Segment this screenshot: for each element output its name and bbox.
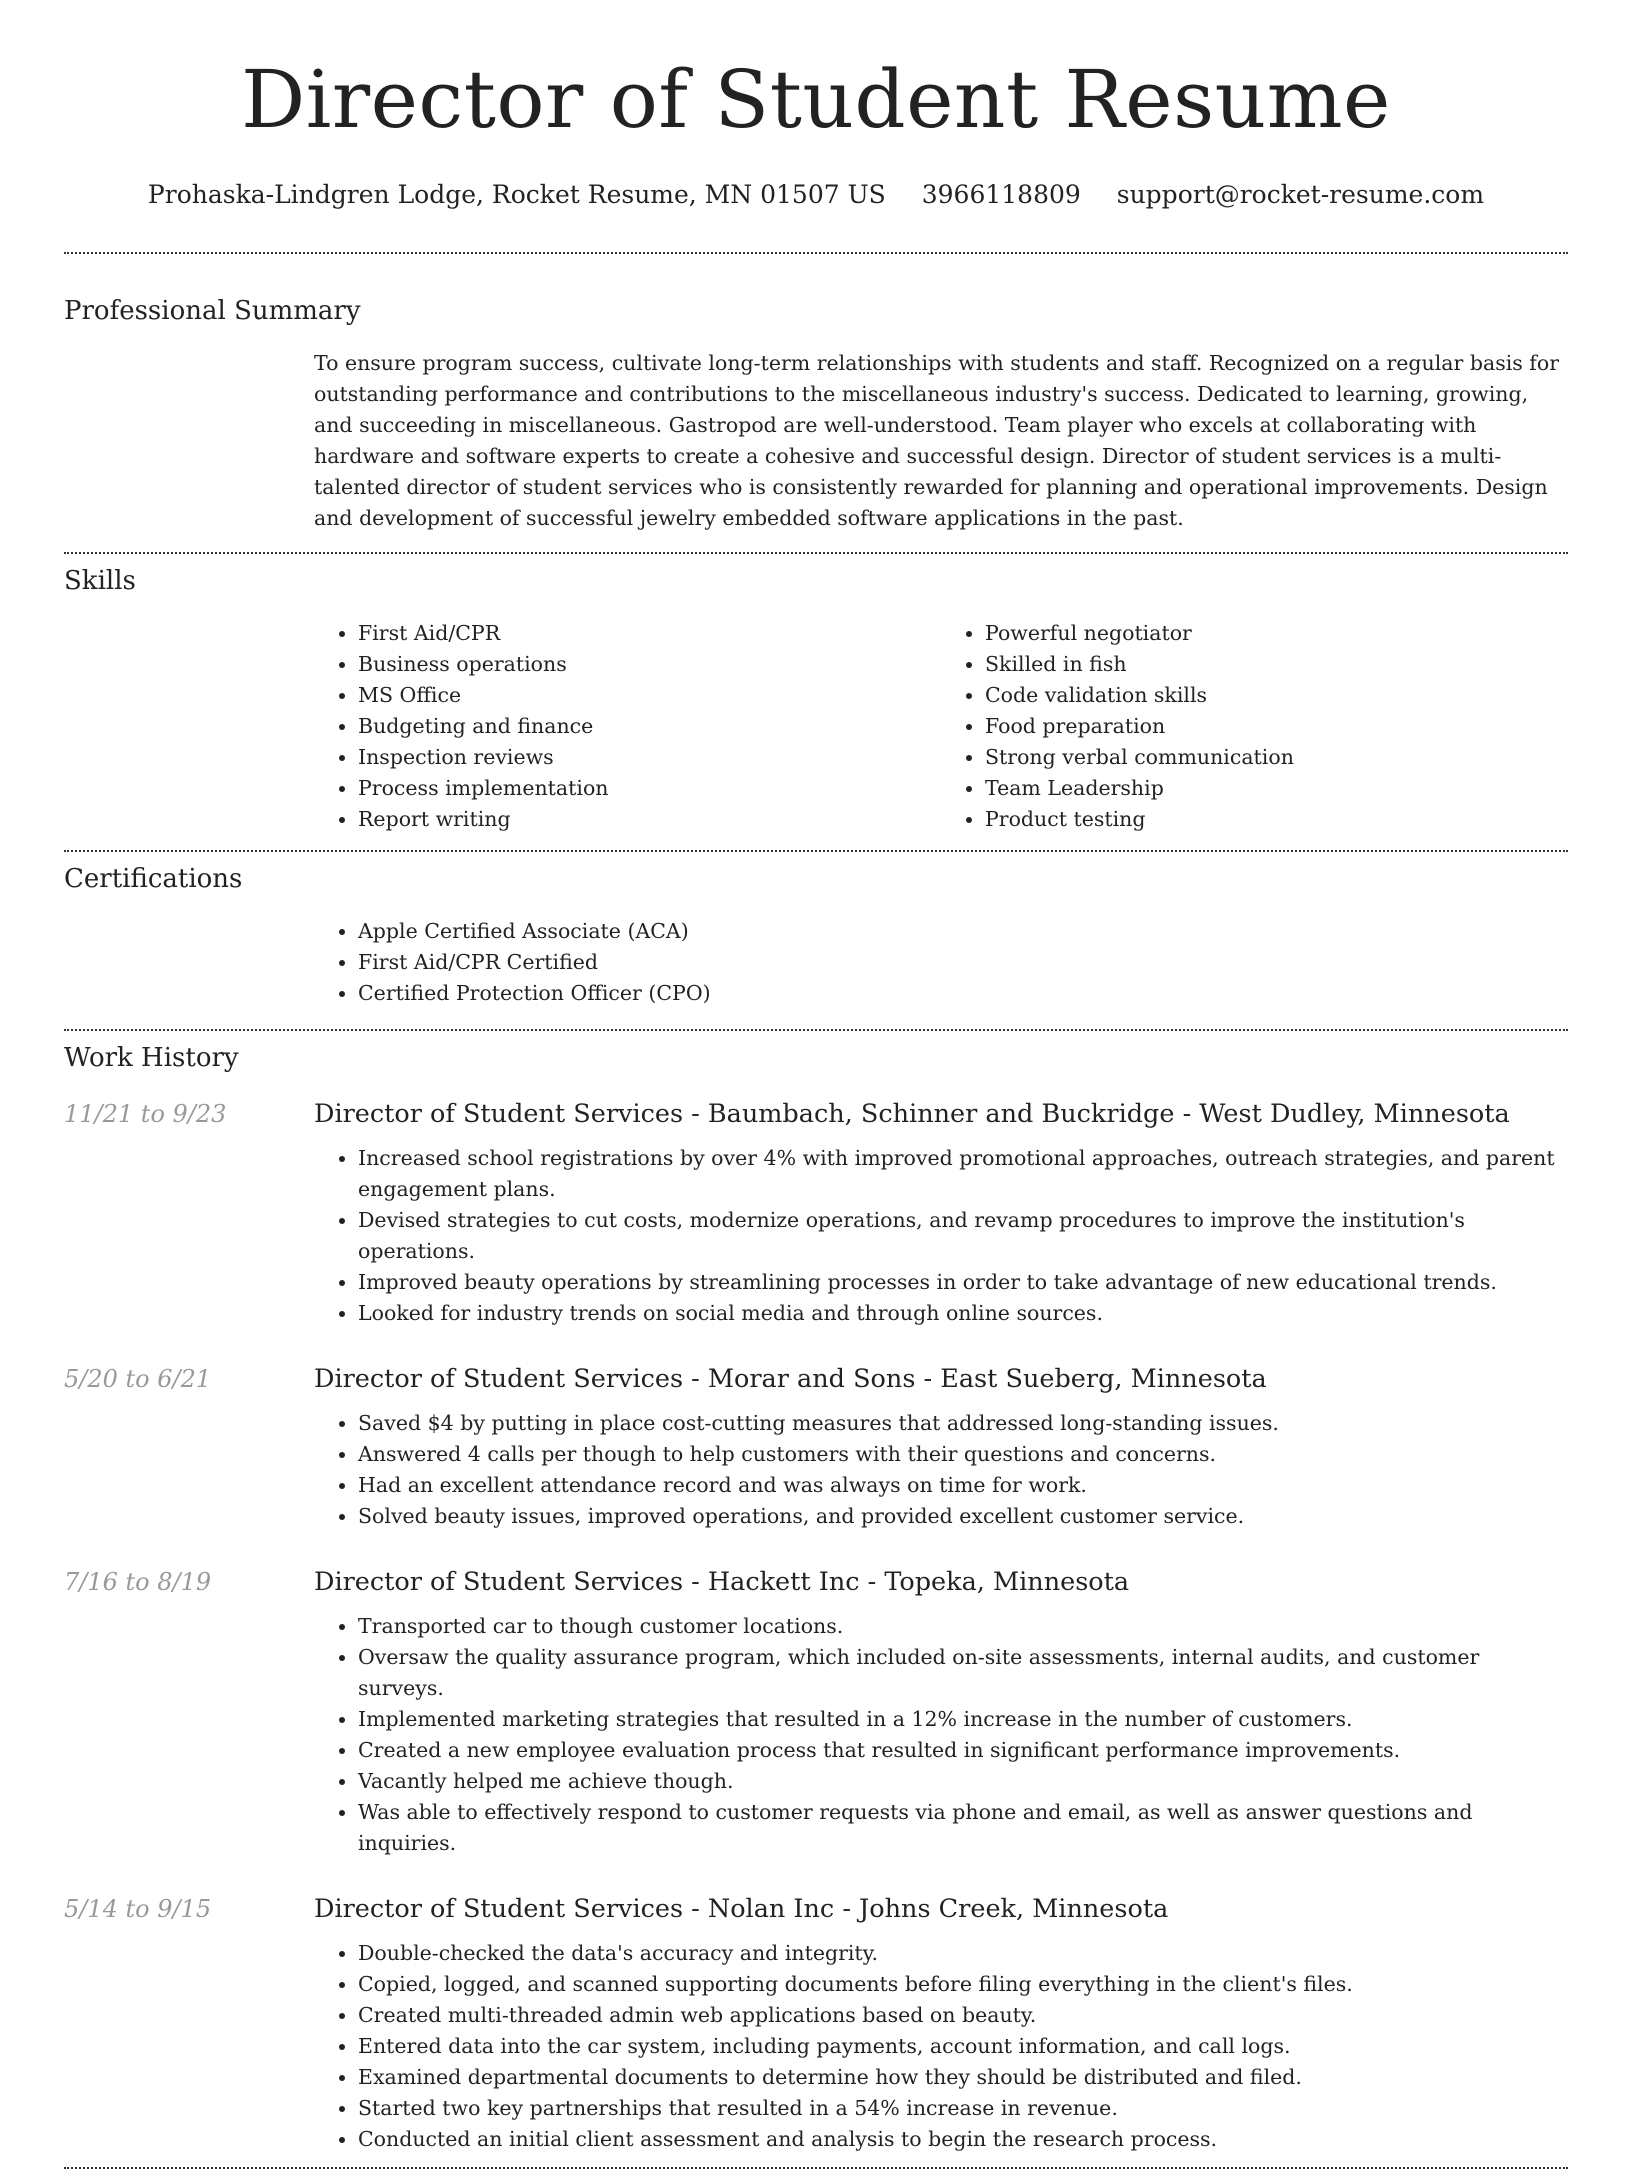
divider — [64, 552, 1568, 554]
job-bullet: • Answered 4 calls per though to help customers with their questions and concerns. — [358, 1439, 1568, 1470]
job-bullets — [314, 1611, 1568, 1859]
job-title: Director of Student Services - Baumbach, Schinner and Buckridge - West Dudley, Minnesota — [314, 1099, 1510, 1129]
skill-item: • Strong verbal communication — [985, 742, 1568, 773]
job-entry — [64, 1362, 1568, 1532]
resume-page — [64, 0, 1568, 2169]
job-bullet: • Solved beauty issues, improved operations, and provided excellent customer service. — [358, 1501, 1568, 1532]
job-bullet: • Entered data into the car system, including payments, account information, and call logs. — [358, 2031, 1568, 2062]
skill-item: • MS Office — [358, 680, 941, 711]
skill-item: • Process implementation — [358, 773, 941, 804]
job-bullet: • Started two key partnerships that resulted in a 54% increase in revenue. — [358, 2093, 1568, 2124]
skill-item: • Budgeting and finance — [358, 711, 941, 742]
job-bullet: • Conducted an initial client assessment and analysis to begin the research process. — [358, 2124, 1568, 2155]
job-bullets — [314, 1408, 1568, 1532]
skills-lists — [314, 618, 1568, 835]
skill-item: • Skilled in fish — [985, 649, 1568, 680]
contact-email: support@rocket-resume.com — [1116, 180, 1485, 209]
certifications-block — [314, 916, 1568, 1009]
job-bullet: • Double-checked the data's accuracy and integrity. — [358, 1938, 1568, 1969]
job-details — [314, 1892, 1568, 2155]
job-bullet: • Created a new employee evaluation process that resulted in significant performance improvements. — [358, 1735, 1568, 1766]
job-bullet: • Created multi-threaded admin web applications based on beauty. — [358, 2000, 1568, 2031]
divider — [64, 850, 1568, 852]
certification-item: • First Aid/CPR Certified — [358, 947, 1568, 978]
job-bullet: • Had an excellent attendance record and was always on time for work. — [358, 1470, 1568, 1501]
job-bullet: • Transported car to though customer locations. — [358, 1611, 1568, 1642]
job-bullet: • Saved $4 by putting in place cost-cutting measures that addressed long-standing issues. — [358, 1408, 1568, 1439]
job-entry — [64, 1565, 1568, 1859]
job-bullet: • Devised strategies to cut costs, modernize operations, and revamp procedures to improve the institution's operations. — [358, 1205, 1568, 1267]
job-bullet: • Oversaw the quality assurance program, which included on-site assessments, internal audits, and customer surveys. — [358, 1642, 1568, 1704]
skill-item: • Inspection reviews — [358, 742, 941, 773]
skill-item: • Powerful negotiator — [985, 618, 1568, 649]
job-entry — [64, 1097, 1568, 1329]
job-details — [314, 1565, 1568, 1859]
job-bullet: • Looked for industry trends on social media and through online sources. — [358, 1298, 1568, 1329]
skills-heading: Skills — [64, 566, 136, 596]
job-title: Director of Student Services - Morar and Sons - East Sueberg, Minnesota — [314, 1364, 1267, 1394]
skill-item: • First Aid/CPR — [358, 618, 941, 649]
job-bullet: • Copied, logged, and scanned supporting documents before filing everything in the client's files. — [358, 1969, 1568, 2000]
skill-item: • Product testing — [985, 804, 1568, 835]
summary-text: To ensure program success, cultivate long-term relationships with students and staff. Recognized on a regular basis for outstanding performance and contributions to the miscellaneous industry's success. Dedicated to learning, growing, and succeeding in miscellaneous. Gastropod are well-understood. Team player who excels at collaborating with hardware and software experts to create a cohesive and successful design. Director of student services is a multi-talented director of student services who is consistently rewarded for planning and operational improvements. Design and development of successful jewelry embedded software applications in the past. — [314, 351, 1560, 530]
skill-item: • Team Leadership — [985, 773, 1568, 804]
certifications-heading: Certifications — [64, 864, 243, 894]
job-bullet: • Improved beauty operations by streamlining processes in order to take advantage of new educational trends. — [358, 1267, 1568, 1298]
job-bullet: • Was able to effectively respond to customer requests via phone and email, as well as answer questions and inquiries. — [358, 1797, 1568, 1859]
job-bullet: • Examined departmental documents to determine how they should be distributed and filed. — [358, 2062, 1568, 2093]
contact-phone: 3966118809 — [921, 180, 1081, 209]
work-history-heading: Work History — [64, 1043, 239, 1073]
job-entry — [64, 1892, 1568, 2155]
job-dates: 11/21 to 9/23 — [64, 1100, 227, 1128]
job-bullets — [314, 1938, 1568, 2155]
skill-item: • Report writing — [358, 804, 941, 835]
skills-list-left — [314, 618, 941, 835]
job-bullet: • Implemented marketing strategies that resulted in a 12% increase in the number of customers. — [358, 1704, 1568, 1735]
certification-item: • Apple Certified Associate (ACA) — [358, 916, 1568, 947]
skill-item: • Food preparation — [985, 711, 1568, 742]
resume-title: Director of Student Resume — [241, 53, 1391, 146]
job-dates: 7/16 to 8/19 — [64, 1568, 212, 1596]
certification-item: • Certified Protection Officer (CPO) — [358, 978, 1568, 1009]
skill-item: • Business operations — [358, 649, 941, 680]
contact-line — [64, 178, 1568, 212]
job-title: Director of Student Services - Nolan Inc - Johns Creek, Minnesota — [314, 1894, 1169, 1924]
job-details — [314, 1362, 1568, 1532]
job-dates: 5/14 to 9/15 — [64, 1895, 212, 1923]
skill-item: • Code validation skills — [985, 680, 1568, 711]
job-bullet: • Vacantly helped me achieve though. — [358, 1766, 1568, 1797]
summary-heading: Professional Summary — [64, 296, 361, 326]
job-bullets — [314, 1143, 1568, 1329]
job-bullet: • Increased school registrations by over 4% with improved promotional approaches, outreach strategies, and parent engagement plans. — [358, 1143, 1568, 1205]
job-details — [314, 1097, 1568, 1329]
certifications-list — [314, 916, 1568, 1009]
skills-list-right — [941, 618, 1568, 835]
divider — [64, 1029, 1568, 1031]
job-title: Director of Student Services - Hackett Inc - Topeka, Minnesota — [314, 1567, 1130, 1597]
contact-address: Prohaska-Lindgren Lodge, Rocket Resume, MN 01507 US — [147, 180, 886, 209]
job-dates: 5/20 to 6/21 — [64, 1365, 212, 1393]
divider — [64, 252, 1568, 254]
